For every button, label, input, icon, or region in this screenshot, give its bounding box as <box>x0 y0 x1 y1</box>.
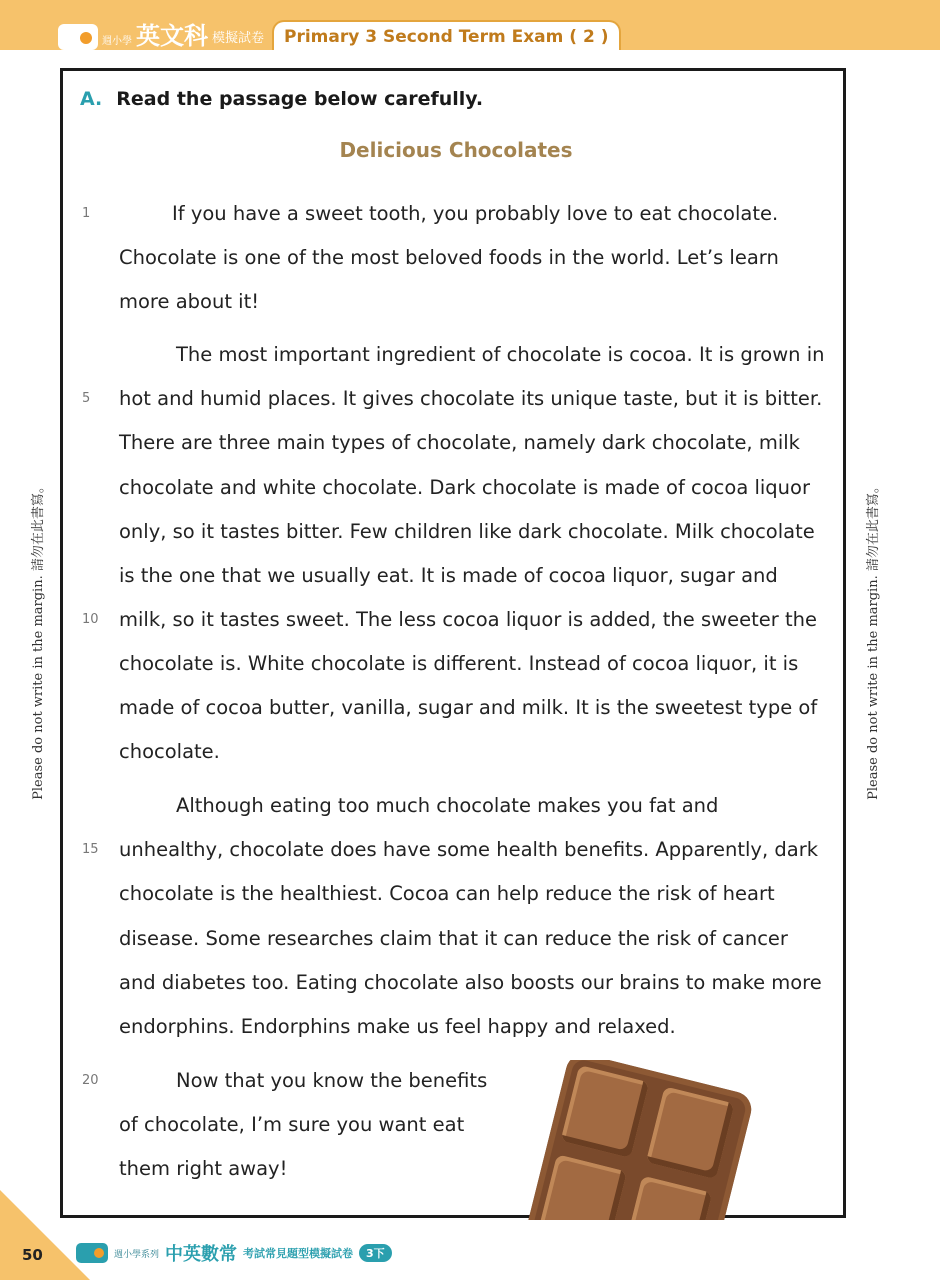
footer-logo <box>76 1243 108 1263</box>
question-heading <box>80 88 483 110</box>
line-number: 5 <box>82 391 91 406</box>
passage-line: The most important ingredient of chocolate is cocoa. It is grown in <box>176 343 825 366</box>
brand-logo <box>58 24 98 50</box>
footer-volume-badge: 3下 <box>359 1244 392 1262</box>
footer-series-main: 中英數常 <box>165 1244 238 1265</box>
passage-line: only, so it tastes bitter. Few children like dark chocolate. Milk chocolate <box>119 520 815 543</box>
margin-note-left: Please do not write in the margin. 請勿在此書寫。 <box>31 480 46 800</box>
passage-line: made of cocoa butter, vanilla, sugar and milk. It is the sweetest type of <box>119 696 818 719</box>
passage-title: Delicious Chocolates <box>339 138 573 162</box>
footer-brand <box>76 1240 392 1266</box>
question-instruction: Read the passage below carefully. <box>116 88 484 110</box>
line-number: 20 <box>82 1073 99 1088</box>
chocolate-bar <box>515 1060 755 1220</box>
passage-line: milk, so it tastes sweet. The less cocoa liquor is added, the sweeter the <box>119 608 817 631</box>
chocolate-square <box>561 1065 650 1158</box>
brand-small-text: 週小學 <box>102 36 132 47</box>
chocolate-square <box>538 1154 627 1220</box>
passage-line: Chocolate is one of the most beloved foods in the world. Let’s learn <box>119 246 779 269</box>
passage-line: If you have a sweet tooth, you probably love to eat chocolate. <box>172 202 779 225</box>
passage-line: more about it! <box>119 290 260 313</box>
passage-line: and diabetes too. Eating chocolate also boosts our brains to make more <box>119 971 822 994</box>
passage-line: Although eating too much chocolate makes you fat and <box>176 794 719 817</box>
line-number: 15 <box>82 842 99 857</box>
passage-line: disease. Some researches claim that it can reduce the risk of cancer <box>119 927 788 950</box>
brand-subject: 英文科 <box>136 22 208 50</box>
passage-line: chocolate and white chocolate. Dark chocolate is made of cocoa liquor <box>119 476 810 499</box>
passage-line: Now that you know the benefits <box>176 1069 488 1092</box>
footer-series-sub: 考試常見題型模擬試卷 <box>243 1247 354 1260</box>
passage-line: of chocolate, I’m sure you want eat <box>119 1113 465 1136</box>
page-number: 50 <box>22 1246 43 1264</box>
brand-subtitle: 模擬試卷 <box>212 31 265 46</box>
passage-line: chocolate. <box>119 740 220 763</box>
passage-line: chocolate is. White chocolate is different. Instead of cocoa liquor, it is <box>119 652 799 675</box>
passage-line: is the one that we usually eat. It is made of cocoa liquor, sugar and <box>119 564 778 587</box>
chocolate-square <box>646 1086 735 1179</box>
chocolate-bar-illustration <box>500 1060 760 1220</box>
header-brand <box>58 20 621 50</box>
margin-note-right: Please do not write in the margin. 請勿在此書寫。 <box>866 480 881 800</box>
chocolate-square <box>624 1176 713 1220</box>
passage-line: hot and humid places. It gives chocolate its unique taste, but it is bitter. <box>119 387 823 410</box>
passage-line: chocolate is the healthiest. Cocoa can help reduce the risk of heart <box>119 882 775 905</box>
line-number: 1 <box>82 206 91 221</box>
question-letter: A. <box>80 88 103 110</box>
footer-series-small: 週小學系列 <box>114 1249 160 1260</box>
page-corner-decoration <box>0 1190 90 1280</box>
passage-line: endorphins. Endorphins make us feel happy and relaxed. <box>119 1015 676 1038</box>
exam-title: Primary 3 Second Term Exam ( 2 ) <box>272 20 620 50</box>
passage-line: There are three main types of chocolate, namely dark chocolate, milk <box>119 431 800 454</box>
passage-line: unhealthy, chocolate does have some health benefits. Apparently, dark <box>119 838 819 861</box>
line-number: 10 <box>82 612 99 627</box>
passage-line: them right away! <box>119 1157 288 1180</box>
passage-frame <box>60 68 846 1218</box>
